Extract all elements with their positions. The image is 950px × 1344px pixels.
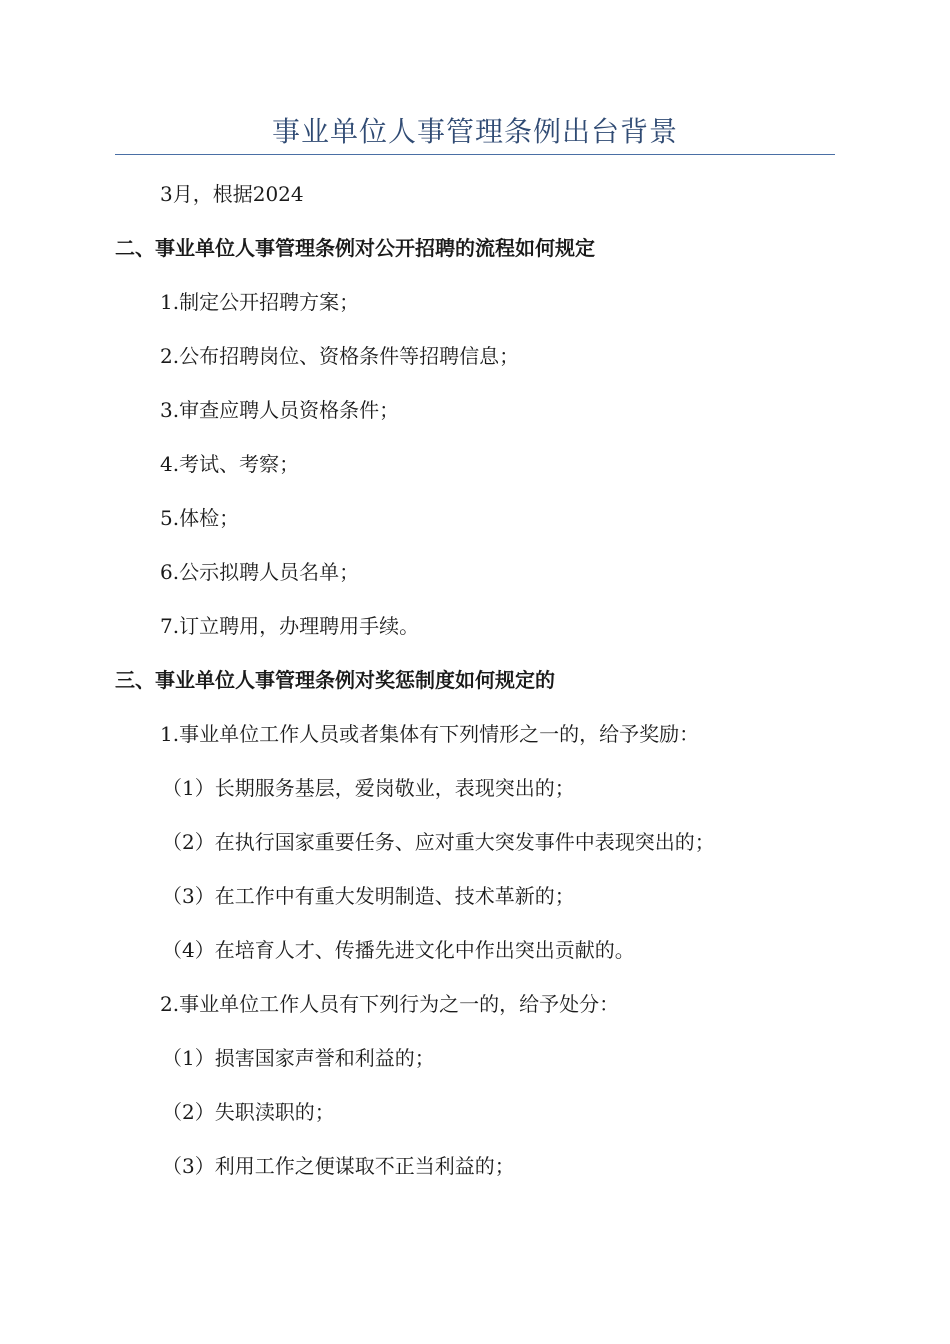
list-item: 5.体检； — [160, 506, 240, 530]
list-item: （3）利用工作之便谋取不正当利益的； — [162, 1154, 515, 1178]
list-item: 4.考试、考察； — [160, 452, 300, 476]
list-item: （2）失职渎职的； — [162, 1100, 335, 1124]
list-item: （1）长期服务基层，爱岗敬业，表现突出的； — [162, 776, 575, 800]
list-item: 2.公布招聘岗位、资格条件等招聘信息； — [160, 344, 520, 368]
list-item: 7.订立聘用，办理聘用手续。 — [160, 614, 420, 638]
list-item: 6.公示拟聘人员名单； — [160, 560, 360, 584]
document-title: 事业单位人事管理条例出台背景 — [271, 115, 678, 148]
section-3-heading: 三、事业单位人事管理条例对奖惩制度如何规定的 — [115, 668, 555, 692]
reward-intro: 1.事业单位工作人员或者集体有下列情形之一的，给予奖励： — [160, 722, 700, 746]
penalty-intro: 2.事业单位工作人员有下列行为之一的，给予处分： — [160, 992, 620, 1016]
list-item: 3.审查应聘人员资格条件； — [160, 398, 400, 422]
list-item: （4）在培育人才、传播先进文化中作出突出贡献的。 — [162, 938, 635, 962]
list-item: （1）损害国家声誉和利益的； — [162, 1046, 435, 1070]
intro-paragraph: 3月，根据2024 — [160, 182, 304, 206]
section-2-heading: 二、事业单位人事管理条例对公开招聘的流程如何规定 — [115, 236, 595, 260]
list-item: 1.制定公开招聘方案； — [160, 290, 360, 314]
list-item: （3）在工作中有重大发明制造、技术革新的； — [162, 884, 575, 908]
list-item: （2）在执行国家重要任务、应对重大突发事件中表现突出的； — [162, 830, 715, 854]
title-underline — [115, 154, 835, 155]
